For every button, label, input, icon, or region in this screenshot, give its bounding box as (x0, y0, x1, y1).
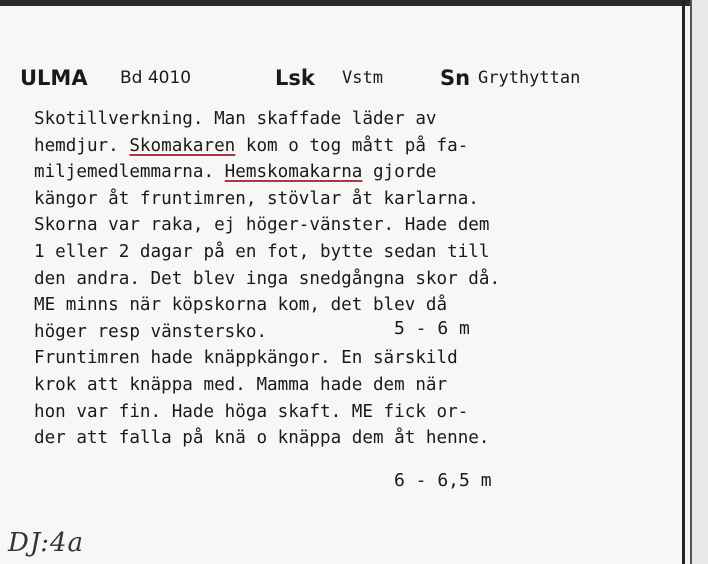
text-line (34, 133, 674, 160)
text-line: 1 eller 2 dagar på en fot, bytte sedan till (34, 241, 490, 262)
card-header (20, 66, 660, 96)
text-line: kängor åt fruntimren, stövlar åt karlarna. (34, 188, 479, 209)
text-line: hon var fin. Hade höga skaft. ME fick or- (34, 401, 469, 422)
text-fragment: kom o tog mått på fa- (235, 135, 469, 156)
sn-value: Grythyttan (478, 68, 581, 88)
text-fragment: hemdjur. (34, 135, 130, 156)
bd-number: Bd 4010 (120, 68, 192, 88)
text-line: den andra. Det blev inga snedgångna skor då. (34, 268, 501, 289)
text-fragment: gjorde (362, 162, 437, 183)
measurement-first: 5 - 6 m (394, 318, 470, 339)
text-line (34, 159, 674, 186)
underlined-term: Skomakaren (129, 135, 236, 156)
underlined-term: Hemskomakarna (224, 162, 363, 183)
lsk-label: Lsk (275, 66, 315, 90)
text-line: krok att knäppa med. Mamma hade dem när (34, 374, 448, 395)
lsk-value: Vstm (342, 68, 383, 88)
topic-code: ULMA (20, 66, 88, 90)
text-line: Skotillverkning. Man skaffade läder av (34, 109, 437, 129)
text-fragment: miljemedlemmarna. (34, 162, 225, 183)
sn-label: Sn (440, 66, 471, 90)
text-line: Skorna var raka, ej höger-vänster. Hade dem (34, 215, 490, 236)
text-line: höger resp vänstersko. (34, 321, 268, 342)
card-edge-line (682, 0, 685, 564)
measurement-second: 6 - 6,5 m (394, 470, 492, 491)
adjacent-card-edge (690, 0, 708, 564)
text-line: der att falla på knä o knäppa dem åt henne. (34, 428, 490, 449)
typed-notes (34, 106, 674, 452)
text-line: Fruntimren hade knäppkängor. En särskild (34, 348, 458, 369)
text-line: ME minns när köpskorna kom, det blev då (34, 295, 448, 316)
catalog-mark: DJ:4a (8, 528, 85, 558)
